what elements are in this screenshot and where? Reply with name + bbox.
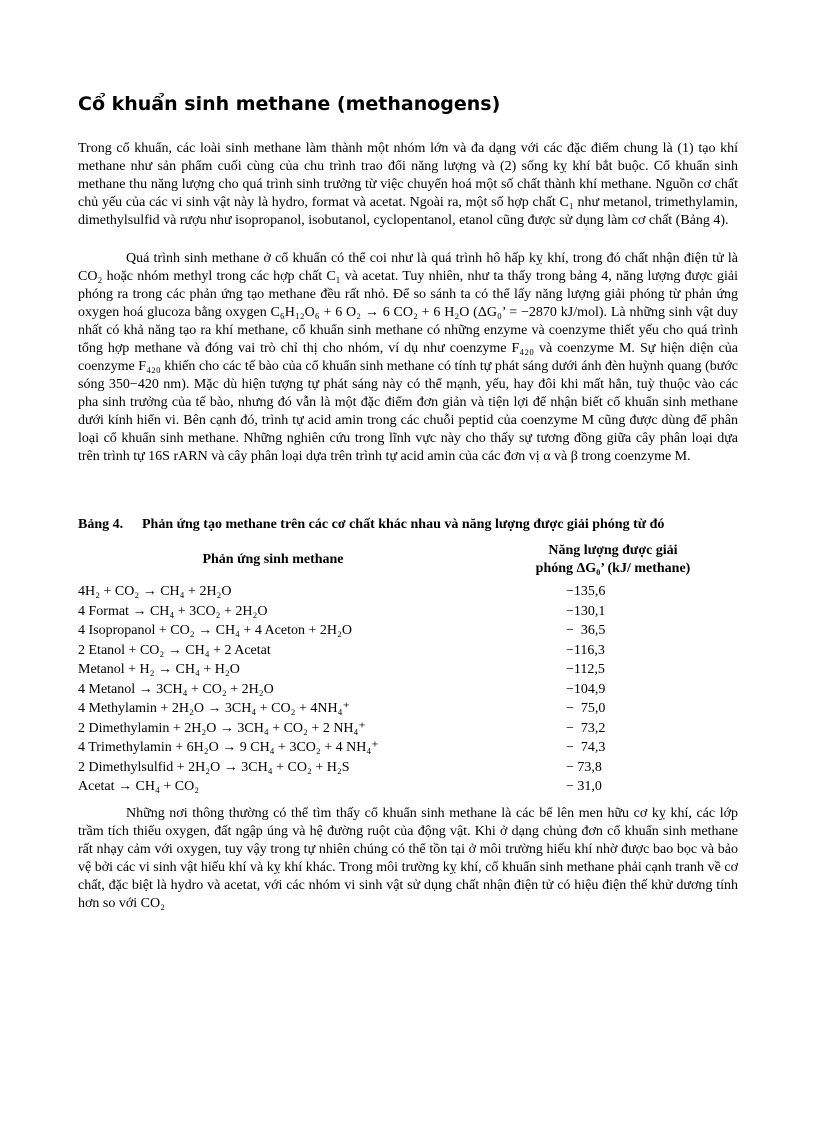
header-energy-line2: phóng ΔG₀’ (kJ/ methane)	[535, 561, 691, 576]
energy-cell: −116,3	[566, 642, 605, 658]
reaction-cell: 2 Dimethylsulfid + 2H₂O → 3CH₄ + CO₂ + H₂S	[78, 759, 350, 775]
reaction-cell: 2 Etanol + CO₂ → CH₄ + 2 Acetat	[78, 642, 271, 658]
table-row	[78, 660, 738, 680]
energy-cell: −130,1	[566, 603, 606, 619]
table-row	[78, 719, 738, 739]
reaction-cell: 4 Metanol → 3CH₄ + CO₂ + 2H₂O	[78, 681, 274, 697]
energy-cell: −104,9	[566, 681, 606, 697]
table-caption-label: Bảng 4.	[78, 517, 124, 532]
table-header-row	[78, 542, 738, 582]
table-row	[78, 582, 738, 602]
energy-cell: − 36,5	[566, 623, 606, 638]
reaction-cell: Metanol + H₂ → CH₄ + H₂O	[78, 662, 240, 677]
section-title: Cổ khuẩn sinh methane (methanogens)	[78, 93, 501, 115]
table-caption	[78, 516, 738, 534]
energy-cell: −112,5	[566, 662, 605, 677]
reaction-cell: 4 Format → CH₄ + 3CO₂ + 2H₂O	[78, 603, 268, 619]
reaction-cell: 4H₂ + CO₂ → CH₄ + 2H₂O	[78, 584, 232, 599]
document-page	[78, 92, 738, 913]
reaction-table	[78, 542, 738, 797]
table-caption-text: Phản ứng tạo methane trên các cơ chất khác nhau và năng lượng được giải phóng từ đó	[142, 517, 665, 532]
paragraph-1: Trong cổ khuẩn, các loài sinh methane làm thành một nhóm lớn và đa dạng với các đặc điểm chung là (1) tạo khí methane như sản phẩm cuối cùng của chu trình trao đổi năng lượng và (2) sống kỵ khí bắt buộc. Cổ khuẩn sinh methane thu năng lượng cho quá trình sinh trưởng từ việc chuyển hoá một số chất thành khí methane. Nguồn cơ chất chủ yếu của các vi sinh vật này là hydro, format và acetat. Ngoài ra, một số hợp chất C₁ như metanol, trimethylamin, dimethylsulfid và rượu như isopropanol, isobutanol, cyclopentanol, etanol cũng được sử dụng làm cơ chất (Bảng 4).	[78, 141, 738, 228]
table-row	[78, 738, 738, 758]
table-row	[78, 641, 738, 661]
energy-cell: − 73,8	[566, 759, 602, 775]
header-reaction: Phản ứng sinh methane	[202, 552, 344, 567]
table-row	[78, 621, 738, 641]
table-row	[78, 777, 738, 797]
energy-cell: − 74,3	[566, 740, 606, 755]
energy-cell: − 73,2	[566, 720, 606, 736]
table-row	[78, 602, 738, 622]
energy-cell: − 31,0	[566, 779, 602, 794]
paragraph-3: Những nơi thông thường có thể tìm thấy cổ khuẩn sinh methane là các bể lên men hữu cơ kỵ khí, các lớp trầm tích thiếu oxygen, đất ngập úng và hệ đường ruột của động vật. Khi ở dạng chủng đơn cổ khuẩn sinh methane rất nhạy cảm với oxygen, tuy vậy trong tự nhiên chúng có thể tồn tại ở môi trường hiếu khí nhờ được bao bọc và bảo vệ bởi các vi sinh vật hiếu khí và kỵ khí khác. Trong môi trường kỵ khí, cổ khuẩn sinh methane phải cạnh tranh về cơ chất, đặc biệt là hydro và acetat, với các nhóm vi sinh vật sử dụng chất nhận điện tử có hiệu điện thế khử dương tính hơn so với CO₂	[78, 805, 738, 911]
energy-cell: −135,6	[566, 584, 606, 599]
energy-cell: − 75,0	[566, 701, 606, 716]
table-row	[78, 758, 738, 778]
table-row	[78, 699, 738, 719]
reaction-cell: 4 Isopropanol + CO₂ → CH₄ + 4 Aceton + 2H₂O	[78, 623, 352, 638]
reaction-cell: 4 Trimethylamin + 6H₂O → 9 CH₄ + 3CO₂ + 4 NH₄⁺	[78, 740, 379, 755]
header-energy	[488, 542, 738, 582]
reaction-cell: 4 Methylamin + 2H₂O → 3CH₄ + CO₂ + 4NH₄⁺	[78, 701, 350, 716]
header-energy-line1: Năng lượng được giải	[548, 543, 678, 558]
reaction-cell: 2 Dimethylamin + 2H₂O → 3CH₄ + CO₂ + 2 NH₄⁺	[78, 720, 366, 736]
table-row	[78, 680, 738, 700]
paragraph-2: Quá trình sinh methane ở cổ khuẩn có thể coi như là quá trình hô hấp kỵ khí, trong đó chất nhận điện tử là CO₂ hoặc nhóm methyl trong các hợp chất C₁ và acetat. Tuy nhiên, như ta thấy trong bảng 4, năng lượng được giải phóng ra trong các phản ứng tạo methane đều rất nhỏ. Để so sánh ta có thể lấy năng lượng giải phóng từ phản ứng oxygen hoá glucoza bằng oxygen C₆H₁₂O₆ + 6 O₂ → 6 CO₂ + 6 H₂O (ΔG₀’ = −2870 kJ/mol). Là những sinh vật duy nhất có khả năng tạo ra khí methane, cổ khuẩn sinh methane có những enzyme và coenzyme thiết yếu cho quá trình tổng hợp methane và đóng vai trò chỉ thị cho nhóm, ví dụ như coenzyme F₄₂₀ và coenzyme M. Sự hiện diện của coenzyme F₄₂₀ khiến cho các tế bào của cổ khuẩn sinh methane có tính tự phát sáng dưới ánh đèn huỳnh quang (bước sóng 350−420 nm). Mặc dù hiện tượng tự phát sáng này có thể mạnh, yếu, hay đôi khi mất hẳn, tuỳ thuộc vào các pha sinh trưởng của tế bào, nhưng đó vẫn là một đặc điểm đơn giản và tiện lợi để nhận biết cổ khuẩn sinh methane dưới kính hiển vi. Bên cạnh đó, trình tự acid amin trong các chuỗi peptid của coenzyme M cũng được dùng để phân loại cổ khuẩn sinh methane. Những nghiên cứu trong lĩnh vực này cho thấy sự tương đồng giữa cây phân loại dựa trên trình tự 16S rARN và cây phân loại dựa trên trình tự acid amin của các đơn vị α và β trong coenzyme M.	[78, 251, 738, 464]
reaction-cell: Acetat → CH₄ + CO₂	[78, 779, 200, 794]
